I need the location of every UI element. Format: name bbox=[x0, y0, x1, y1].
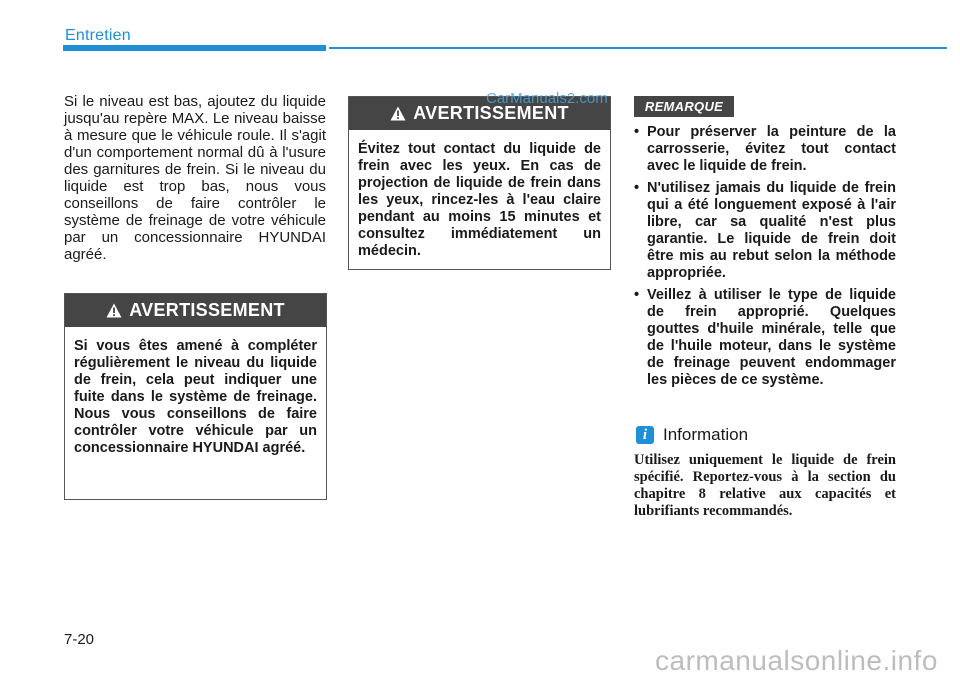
warning-triangle-icon bbox=[390, 106, 406, 121]
watermark-bottom[interactable]: carmanualsonline.info bbox=[655, 645, 938, 676]
warning-box-middle bbox=[348, 96, 611, 270]
information-text: Utilisez uniquement le liquide de frein spécifié. Reportez-vous à la section du chapitre 8 relative aux capacités et lubrifiants recommandés. bbox=[634, 452, 896, 519]
warning-title: AVERTISSEMENT bbox=[129, 300, 285, 320]
list-item bbox=[634, 124, 896, 175]
list-item bbox=[634, 287, 896, 389]
page-number: 7-20 bbox=[64, 631, 95, 648]
bullet-icon: • bbox=[634, 287, 640, 303]
information-title: Information bbox=[663, 425, 749, 444]
information-header bbox=[636, 425, 748, 445]
warning-text: Évitez tout contact du liquide de frein avec les yeux. En cas de projection de liquide de frein dans les yeux, rincez-les à l'eau claire pendant au moins 15 minutes et consultez immédiatement un médecin. bbox=[358, 141, 601, 259]
warning-triangle-icon bbox=[106, 303, 122, 318]
header-rule-thin bbox=[329, 47, 947, 49]
warning-header bbox=[65, 294, 326, 327]
header-rule-thick bbox=[63, 45, 326, 51]
body-paragraph: Si le niveau est bas, ajoutez du liquide jusqu'au repère MAX. Le niveau baisse à mesure que le véhicule roule. Il s'agit d'un comportement normal dû à l'usure des garnitures de frein. Si le niveau du liquide est trop bas, nous vous conseillons de faire contrôler le système de freinage de votre véhicule par un concessionnaire HYUNDAI agréé. bbox=[64, 93, 326, 263]
remarque-badge: REMARQUE bbox=[634, 96, 734, 117]
warning-box-left bbox=[64, 293, 327, 500]
list-item bbox=[634, 180, 896, 282]
list-item-text: N'utilisez jamais du liquide de frein qui a été longuement exposé à l'air libre, car sa qualité n'est plus garantie. Le liquide de frein doit être mis au rebut selon la méthode appropriée. bbox=[647, 180, 896, 281]
list-item-text: Pour préserver la peinture de la carrosserie, évitez tout contact avec le liquide de frein. bbox=[647, 124, 896, 174]
watermark-top[interactable]: CarManuals2.com bbox=[486, 90, 608, 107]
bullet-icon: • bbox=[634, 124, 640, 140]
bullet-icon: • bbox=[634, 180, 640, 196]
list-item-text: Veillez à utiliser le type de liquide de frein approprié. Quelques gouttes d'huile minérale, telle que de l'huile moteur, dans le système de freinage peuvent endommager les pièces de ce système. bbox=[647, 287, 896, 388]
section-title: Entretien bbox=[65, 27, 131, 44]
remarque-list bbox=[634, 124, 896, 394]
info-icon: i bbox=[636, 426, 654, 444]
warning-title: AVERTISSEMENT bbox=[413, 103, 569, 123]
warning-text: Si vous êtes amené à compléter régulièrement le niveau du liquide de frein, cela peut indiquer une fuite dans le système de freinage. Nous vous conseillons de faire contrôler votre véhicule par un concessionnaire HYUNDAI agréé. bbox=[74, 338, 317, 456]
